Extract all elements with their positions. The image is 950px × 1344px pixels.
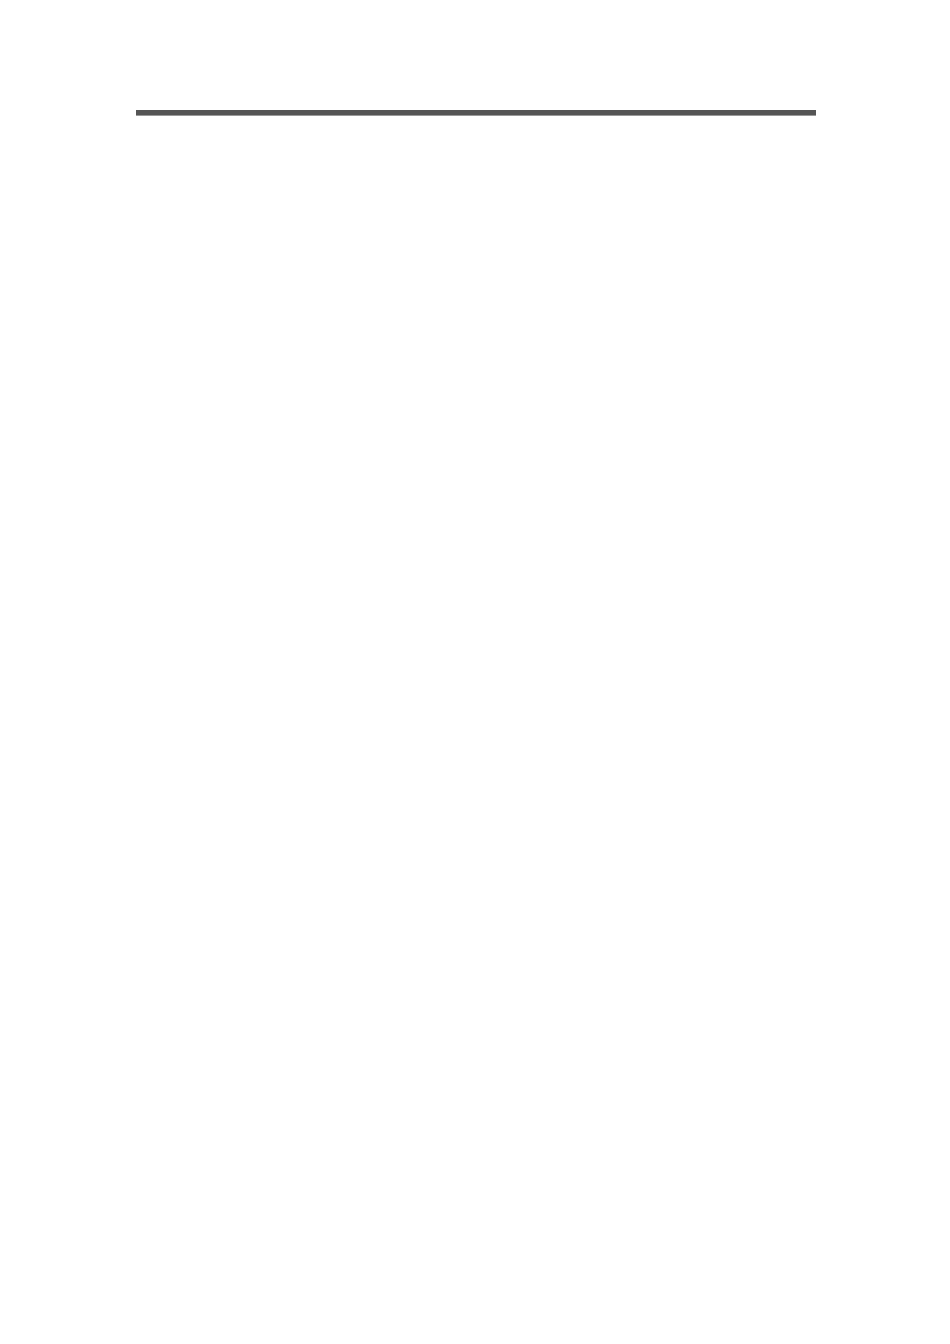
header-divider [136,110,816,116]
